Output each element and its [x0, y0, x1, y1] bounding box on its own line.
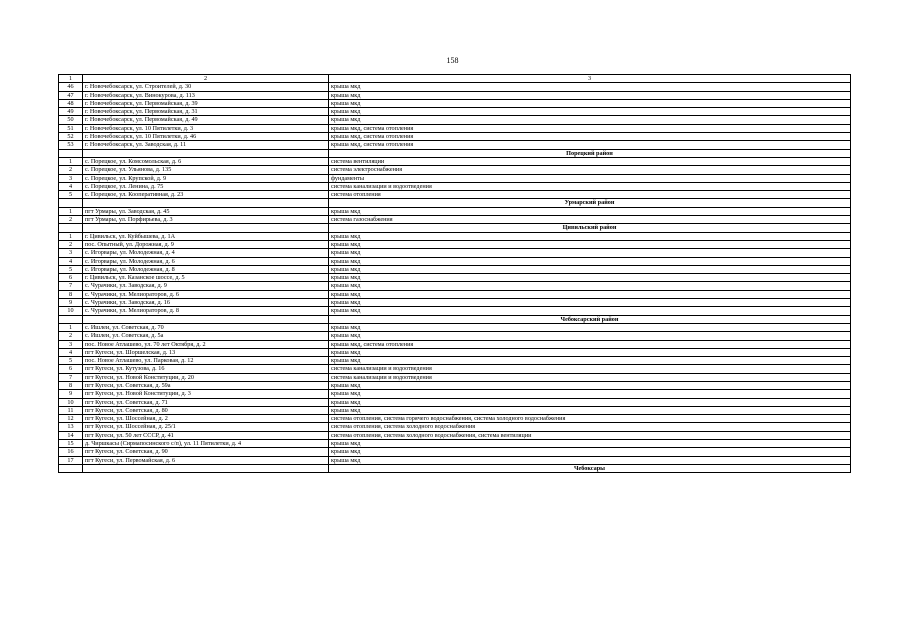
row-work-type: крыша мкд, система отопления — [329, 133, 851, 141]
row-address: г. Новочебоксарск, ул. Первомайская, д. 49 — [83, 116, 329, 124]
row-number: 8 — [59, 381, 83, 389]
table-row — [59, 406, 851, 414]
table-row — [59, 257, 851, 265]
row-address: с. Чурачики, ул. Мелиораторов, д. 8 — [83, 307, 329, 315]
section-blank-cell — [59, 464, 83, 472]
row-number: 13 — [59, 423, 83, 431]
table-row — [59, 332, 851, 340]
row-work-type: крыша мкд — [329, 323, 851, 331]
row-work-type: крыша мкд — [329, 249, 851, 257]
row-number: 48 — [59, 99, 83, 107]
section-header-row — [59, 199, 851, 207]
row-work-type: крыша мкд — [329, 240, 851, 248]
table-row — [59, 290, 851, 298]
row-work-type: система канализации и водоотведения — [329, 182, 851, 190]
section-blank-cell — [83, 224, 329, 232]
table-row — [59, 423, 851, 431]
row-address: г. Новочебоксарск, ул. Первомайская, д. 39 — [83, 99, 329, 107]
row-address: пгт Кугеси, ул. Новой Конституции, д. 3 — [83, 390, 329, 398]
row-number: 47 — [59, 91, 83, 99]
row-work-type: крыша мкд — [329, 332, 851, 340]
table-row — [59, 157, 851, 165]
row-address: с. Чурачики, ул. Заводская, д. 9 — [83, 282, 329, 290]
row-address: пос. Новое Атлашево, ул. Парковая, д. 12 — [83, 357, 329, 365]
table-row — [59, 373, 851, 381]
row-number: 46 — [59, 83, 83, 91]
header-col-3: 3 — [329, 75, 851, 83]
table-row — [59, 99, 851, 107]
row-number: 14 — [59, 431, 83, 439]
row-work-type: крыша мкд — [329, 207, 851, 215]
table-row — [59, 133, 851, 141]
section-title: Чебоксарский район — [329, 315, 851, 323]
section-blank-cell — [59, 224, 83, 232]
row-number: 9 — [59, 299, 83, 307]
table-row — [59, 448, 851, 456]
row-address: пгт Кугеси, ул. 50 лет СССР, д. 41 — [83, 431, 329, 439]
row-number: 12 — [59, 415, 83, 423]
row-work-type: крыша мкд, система отопления — [329, 141, 851, 149]
works-table — [58, 74, 851, 473]
row-number: 6 — [59, 365, 83, 373]
row-address: с. Порецкое, ул. Ульянова, д. 135 — [83, 166, 329, 174]
row-number: 9 — [59, 390, 83, 398]
row-number: 7 — [59, 373, 83, 381]
row-work-type: крыша мкд — [329, 307, 851, 315]
row-work-type: система электроснабжения — [329, 166, 851, 174]
section-title: Урмарский район — [329, 199, 851, 207]
row-number: 2 — [59, 332, 83, 340]
row-work-type: система отопления, система холодного водоснабжения — [329, 423, 851, 431]
row-address: г. Новочебоксарск, ул. Первомайская, д. 31 — [83, 108, 329, 116]
row-number: 2 — [59, 216, 83, 224]
row-work-type: крыша мкд — [329, 290, 851, 298]
table-row — [59, 124, 851, 132]
section-title: Чебоксары — [329, 464, 851, 472]
row-address: пгт Кугеси, ул. Новой Конституции, д. 20 — [83, 373, 329, 381]
row-number: 50 — [59, 116, 83, 124]
table-row — [59, 108, 851, 116]
row-number: 3 — [59, 174, 83, 182]
row-work-type: крыша мкд — [329, 299, 851, 307]
row-work-type: крыша мкд — [329, 116, 851, 124]
row-address: с. Чурачики, ул. Мелиораторов, д. 6 — [83, 290, 329, 298]
row-work-type: система отопления, система холодного водоснабжения, система вентиляции — [329, 431, 851, 439]
table-row — [59, 365, 851, 373]
row-number: 4 — [59, 182, 83, 190]
row-work-type: система газоснабжения — [329, 216, 851, 224]
table-row — [59, 249, 851, 257]
row-work-type: фундаменты — [329, 174, 851, 182]
section-blank-cell — [59, 199, 83, 207]
row-address: пгт Кугеси, ул. Советская, д. 80 — [83, 406, 329, 414]
row-work-type: крыша мкд — [329, 381, 851, 389]
row-number: 2 — [59, 166, 83, 174]
table-row — [59, 398, 851, 406]
row-work-type: крыша мкд — [329, 274, 851, 282]
row-address: с. Порецкое, ул. Крупской, д. 9 — [83, 174, 329, 182]
row-number: 17 — [59, 456, 83, 464]
row-number: 4 — [59, 257, 83, 265]
row-address: пгт Урмары, ул. Заводская, д. 45 — [83, 207, 329, 215]
row-number: 6 — [59, 274, 83, 282]
row-address: с. Ишлеи, ул. Советская, д. 5а — [83, 332, 329, 340]
row-number: 7 — [59, 282, 83, 290]
table-row — [59, 141, 851, 149]
table-row — [59, 216, 851, 224]
table-row — [59, 240, 851, 248]
row-work-type: крыша мкд — [329, 398, 851, 406]
table-row — [59, 431, 851, 439]
section-blank-cell — [83, 199, 329, 207]
table-row — [59, 381, 851, 389]
section-header-row — [59, 224, 851, 232]
row-work-type: крыша мкд — [329, 390, 851, 398]
row-number: 10 — [59, 307, 83, 315]
page-number: 158 — [446, 56, 459, 65]
row-number: 53 — [59, 141, 83, 149]
row-number: 16 — [59, 448, 83, 456]
row-number: 52 — [59, 133, 83, 141]
row-address: с. Порецкое, ул. Кооперативная, д. 23 — [83, 191, 329, 199]
row-address: с. Порецкое, ул. Комсомольская, д. 6 — [83, 157, 329, 165]
row-number: 10 — [59, 398, 83, 406]
row-work-type: крыша мкд, система отопления — [329, 124, 851, 132]
row-address: пос. Новое Атлашево, ул. 70 лет Октября, д. 2 — [83, 340, 329, 348]
section-title: Порецкий район — [329, 149, 851, 157]
table-row — [59, 274, 851, 282]
row-address: пгт Кугеси, ул. Кутузова, д. 16 — [83, 365, 329, 373]
header-col-1: 1 — [59, 75, 83, 83]
row-work-type: крыша мкд — [329, 456, 851, 464]
table-row — [59, 299, 851, 307]
row-address: с. Чурачики, ул. Заводская, д. 16 — [83, 299, 329, 307]
row-address: с. Игорвары, ул. Молодежная, д. 6 — [83, 257, 329, 265]
row-work-type: крыша мкд — [329, 282, 851, 290]
row-work-type: крыша мкд — [329, 91, 851, 99]
table-header-row — [59, 75, 851, 83]
row-work-type: крыша мкд — [329, 440, 851, 448]
row-address: с. Порецкое, ул. Ленина, д. 75 — [83, 182, 329, 190]
section-blank-cell — [83, 464, 329, 472]
row-work-type: система вентиляции — [329, 157, 851, 165]
row-address: пгт Кугеси, ул. Советская, д. 90 — [83, 448, 329, 456]
table-row — [59, 340, 851, 348]
section-header-row — [59, 464, 851, 472]
table-row — [59, 265, 851, 273]
row-work-type: крыша мкд — [329, 232, 851, 240]
table-row — [59, 456, 851, 464]
row-number: 5 — [59, 357, 83, 365]
row-number: 1 — [59, 207, 83, 215]
row-work-type: крыша мкд — [329, 265, 851, 273]
row-work-type: крыша мкд — [329, 108, 851, 116]
row-work-type: система отопления — [329, 191, 851, 199]
table-row — [59, 166, 851, 174]
row-address: г. Новочебоксарск, ул. Строителей, д. 30 — [83, 83, 329, 91]
row-number: 3 — [59, 340, 83, 348]
row-work-type: крыша мкд, система отопления — [329, 340, 851, 348]
row-address: г. Новочебоксарск, ул. 10 Пятилетки, д. 3 — [83, 124, 329, 132]
row-work-type: крыша мкд — [329, 257, 851, 265]
table-row — [59, 232, 851, 240]
row-number: 2 — [59, 240, 83, 248]
section-header-row — [59, 149, 851, 157]
row-address: пос. Опытный, ул. Дорожная, д. 9 — [83, 240, 329, 248]
row-work-type: крыша мкд — [329, 99, 851, 107]
section-header-row — [59, 315, 851, 323]
row-number: 3 — [59, 249, 83, 257]
row-number: 1 — [59, 232, 83, 240]
row-address: г. Новочебоксарск, ул. Винокурова, д. 113 — [83, 91, 329, 99]
row-number: 1 — [59, 323, 83, 331]
row-work-type: крыша мкд — [329, 83, 851, 91]
row-address: пгт Кугеси, ул. Шоршелская, д. 13 — [83, 348, 329, 356]
row-address: д. Чиршкасы (Сирмапосинского с/п), ул. 11 Пятилетки, д. 4 — [83, 440, 329, 448]
row-work-type: крыша мкд — [329, 357, 851, 365]
row-address: с. Игорвары, ул. Молодежная, д. 8 — [83, 265, 329, 273]
row-address: пгт Кугеси, ул. Советская, д. 71 — [83, 398, 329, 406]
works-table-body — [59, 75, 851, 473]
table-row — [59, 207, 851, 215]
table-row — [59, 83, 851, 91]
row-address: пгт Урмары, ул. Порфирьева, д. 3 — [83, 216, 329, 224]
table-row — [59, 440, 851, 448]
table-row — [59, 390, 851, 398]
section-blank-cell — [83, 149, 329, 157]
table-row — [59, 182, 851, 190]
row-work-type: система канализации и водоотведения — [329, 373, 851, 381]
row-number: 8 — [59, 290, 83, 298]
row-number: 5 — [59, 191, 83, 199]
row-address: с. Ишлеи, ул. Советская, д. 70 — [83, 323, 329, 331]
row-work-type: крыша мкд — [329, 406, 851, 414]
row-work-type: система канализации и водоотведения — [329, 365, 851, 373]
header-col-2: 2 — [83, 75, 329, 83]
row-address: пгт Кугеси, ул. Первомайская, д. 6 — [83, 456, 329, 464]
section-blank-cell — [59, 149, 83, 157]
table-row — [59, 116, 851, 124]
section-title: Цивильский район — [329, 224, 851, 232]
row-number: 49 — [59, 108, 83, 116]
row-address: с. Игорвары, ул. Молодежная, д. 4 — [83, 249, 329, 257]
table-row — [59, 91, 851, 99]
table-row — [59, 307, 851, 315]
row-address: г. Цивильск, ул. Куйбышева, д. 1А — [83, 232, 329, 240]
row-address: г. Новочебоксарск, ул. 10 Пятилетки, д. 46 — [83, 133, 329, 141]
section-blank-cell — [59, 315, 83, 323]
table-row — [59, 348, 851, 356]
row-number: 5 — [59, 265, 83, 273]
row-address: г. Цивильск, ул. Казанское шоссе, д. 5 — [83, 274, 329, 282]
row-work-type: крыша мкд — [329, 348, 851, 356]
row-number: 4 — [59, 348, 83, 356]
table-row — [59, 191, 851, 199]
row-number: 15 — [59, 440, 83, 448]
row-address: пгт Кугеси, ул. Шоссейная, д. 2 — [83, 415, 329, 423]
table-row — [59, 415, 851, 423]
row-number: 51 — [59, 124, 83, 132]
table-row — [59, 357, 851, 365]
table-row — [59, 323, 851, 331]
row-work-type: крыша мкд — [329, 448, 851, 456]
row-address: пгт Кугеси, ул. Советская, д. 59а — [83, 381, 329, 389]
row-number: 11 — [59, 406, 83, 414]
row-work-type: система отопления, система горячего водоснабжения, система холодного водоснабжения — [329, 415, 851, 423]
row-address: г. Новочебоксарск, ул. Заводская, д. 11 — [83, 141, 329, 149]
row-address: пгт Кугеси, ул. Шоссейная, д. 25/1 — [83, 423, 329, 431]
row-number: 1 — [59, 157, 83, 165]
table-row — [59, 174, 851, 182]
table-row — [59, 282, 851, 290]
section-blank-cell — [83, 315, 329, 323]
